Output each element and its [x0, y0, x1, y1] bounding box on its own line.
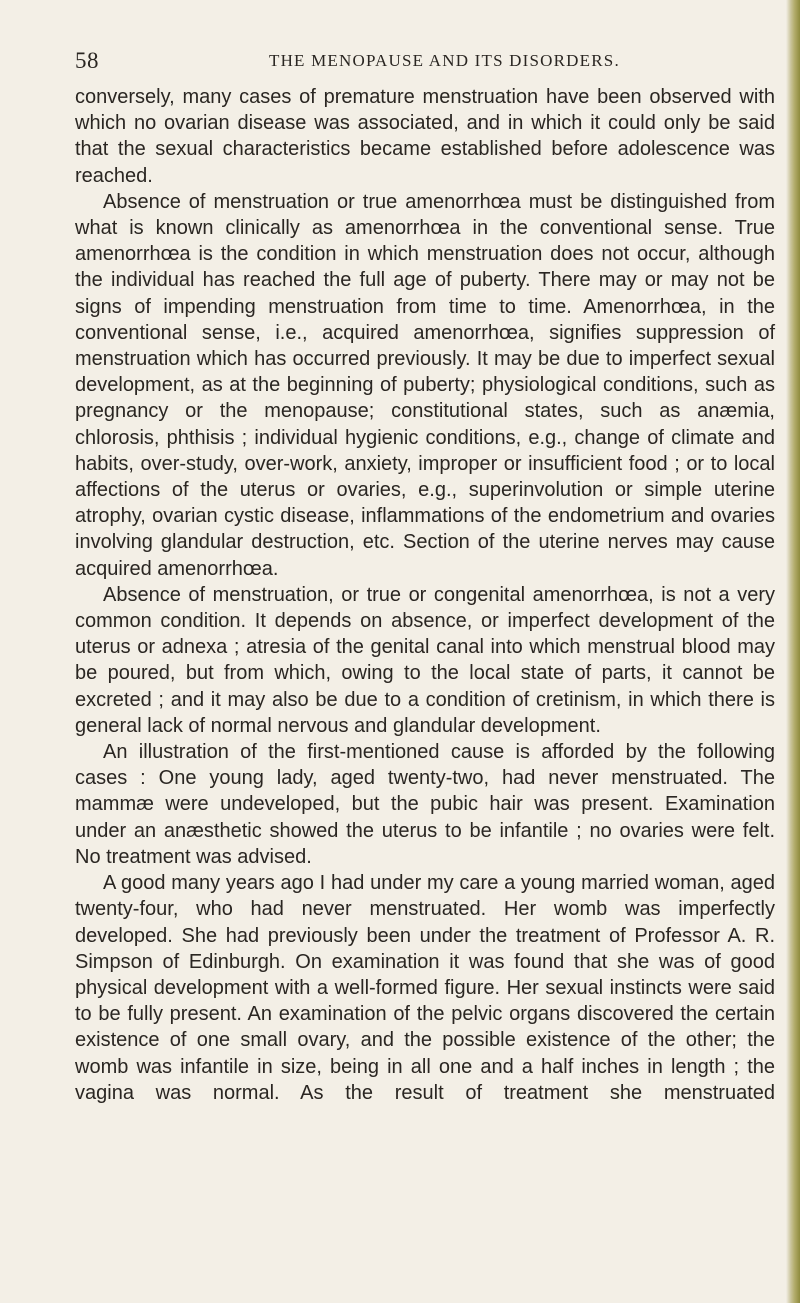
page-number: 58 [75, 48, 99, 73]
paragraph: Absence of menstruation, or true or congenital amenorrhœa, is not a very common condition. It depends on absence, or imperfect development of the uterus or adnexa ; atresia of the genital canal into which menstrual blood may be poured, but from which, owing to the local state of parts, it cannot be excreted ; and it may also be due to a condition of cretinism, in which there is general lack of normal nervous and glandular development. [75, 583, 775, 737]
paragraph: A good many years ago I had under my care a young married woman, aged twenty-four, who had never menstruated. Her womb was imperfectly developed. She had previously been under the treatment of Professor A. R. Simpson of Edinburgh. On examination it was found that she was of good physical development with a well-formed figure. Her sexual instincts were said to be fully present. An examination of the pelvic organs discovered the certain existence of one small ovary, and the possible existence of the other; the womb was infantile in size, being in all one and a half inches in length ; the vagina was normal. As the result of treatment she menstruated [75, 872, 775, 1104]
page-edge-shadow [786, 0, 800, 1303]
paragraph: An illustration of the first-mentioned cause is afforded by the following cases : One young lady, aged twenty-two, had never menstruated. The mammæ were undeveloped, but the pubic hair was present. Examination under an anæsthetic showed the uterus to be infantile ; no ovaries were felt. No treatment was advised. [75, 741, 775, 868]
paragraph: Absence of menstruation or true amenorrhœa must be distinguished from what is known clinically as amenorrhœa in the conventional sense. True amenorrhœa is the condition in which menstruation does not occur, although the individual has reached the full age of puberty. There may or may not be signs of impending menstruation from time to time. Amenorrhœa, in the conventional sense, i.e., acquired amenorrhœa, signifies suppression of menstruation which has occurred previously. It may be due to imperfect sexual development, as at the beginning of puberty; physiological conditions, such as pregnancy or the menopause; constitutional states, such as anæmia, chlorosis, phthisis ; individual hygienic conditions, e.g., change of climate and habits, over-study, over-work, anxiety, improper or insufficient food ; or to local affections of the uterus or ovaries, e.g., superinvolution or simple uterine atrophy, ovarian cystic disease, inflammations of the endometrium and ovaries involving glandular destruction, etc. Section of the uterine nerves may cause acquired amenorrhœa. [75, 190, 775, 580]
running-head: THE MENOPAUSE AND ITS DISORDERS. [269, 51, 620, 70]
page-header [75, 48, 775, 78]
body-text [75, 84, 775, 1106]
paragraph: conversely, many cases of premature menstruation have been observed with which no ovarian disease was associated, and in which it could only be said that the sexual characteristics became established before adolescence was reached. [75, 86, 775, 187]
